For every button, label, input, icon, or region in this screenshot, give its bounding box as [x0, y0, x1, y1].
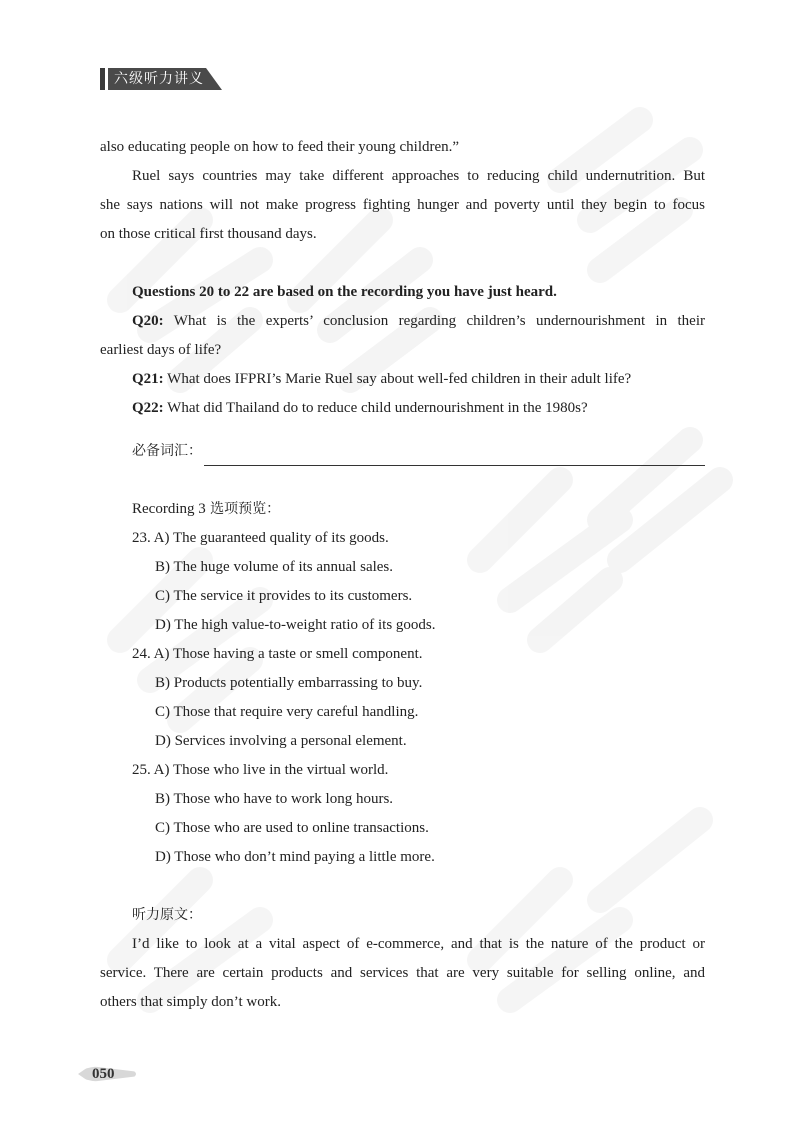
question-label: Q21:: [132, 371, 164, 387]
option-24c: C) Those that require very careful handling.: [155, 704, 419, 720]
option-24d: D) Services involving a personal element.: [155, 733, 407, 749]
recording-heading-en: Recording 3: [132, 501, 206, 517]
option-23c: C) The service it provides to its customers.: [155, 588, 413, 604]
transcript-line: others that simply don’t work.: [100, 994, 281, 1010]
question-text: What is the experts’ conclusion regarding children’s undernourishment in their: [173, 313, 705, 329]
page-footer: [78, 1062, 138, 1086]
question-text: What did Thailand do to reduce child undernourishment in the 1980s?: [167, 400, 588, 416]
spacer: [100, 466, 705, 495]
option-25b: B) Those who have to work long hours.: [155, 791, 394, 807]
spacer: [100, 872, 705, 901]
option-23b: B) The huge volume of its annual sales.: [155, 559, 394, 575]
option-23a: 23. A) The guaranteed quality of its goods.: [132, 530, 389, 546]
spacer: [100, 423, 705, 437]
option-25d: D) Those who don’t mind paying a little more.: [155, 849, 435, 865]
transcript-line: I’d like to look at a vital aspect of e-commerce, and that is the nature of the product or: [132, 936, 705, 952]
question-label: Q22:: [132, 400, 164, 416]
header-bar: [100, 68, 105, 90]
question-q22: [100, 394, 705, 423]
paragraph-line: also educating people on how to feed their young children.”: [100, 139, 460, 155]
recording-heading: [100, 495, 705, 524]
vocab-line: [100, 437, 705, 466]
page-content: [100, 133, 705, 1017]
header-title: 六级听力讲义: [114, 71, 204, 87]
question-label: Q20:: [132, 313, 164, 329]
paragraph-line: Ruel says countries may take different approaches to reducing child undernutrition. But: [132, 168, 705, 184]
option-24b: B) Products potentially embarrassing to buy.: [155, 675, 423, 691]
vocab-blank-field[interactable]: [204, 443, 705, 466]
option-23d: D) The high value-to-weight ratio of its goods.: [155, 617, 436, 633]
transcript-line: service. There are certain products and services that are very suitable for selling online, and: [100, 965, 705, 981]
page-number: 050: [92, 1066, 115, 1082]
question-q20: [100, 307, 705, 336]
question-q20-continued: earliest days of life?: [100, 342, 222, 358]
question-q21: [100, 365, 705, 394]
option-25c: C) Those who are used to online transactions.: [155, 820, 429, 836]
transcript-label: 听力原文：: [132, 907, 202, 923]
paragraph-line: on those critical first thousand days.: [100, 226, 317, 242]
paragraph-line: she says nations will not make progress fighting hunger and poverty until they begin to focus: [100, 197, 705, 213]
spacer: [100, 249, 705, 278]
option-24a: 24. A) Those having a taste or smell component.: [132, 646, 423, 662]
page-header: [100, 68, 225, 90]
option-25a: 25. A) Those who live in the virtual world.: [132, 762, 389, 778]
question-text: What does IFPRI’s Marie Ruel say about well-fed children in their adult life?: [167, 371, 632, 387]
recording-heading-cn: 选项预览：: [205, 501, 281, 517]
vocab-label: 必备词汇：: [132, 443, 202, 459]
questions-heading: Questions 20 to 22 are based on the recording you have just heard.: [132, 284, 557, 300]
